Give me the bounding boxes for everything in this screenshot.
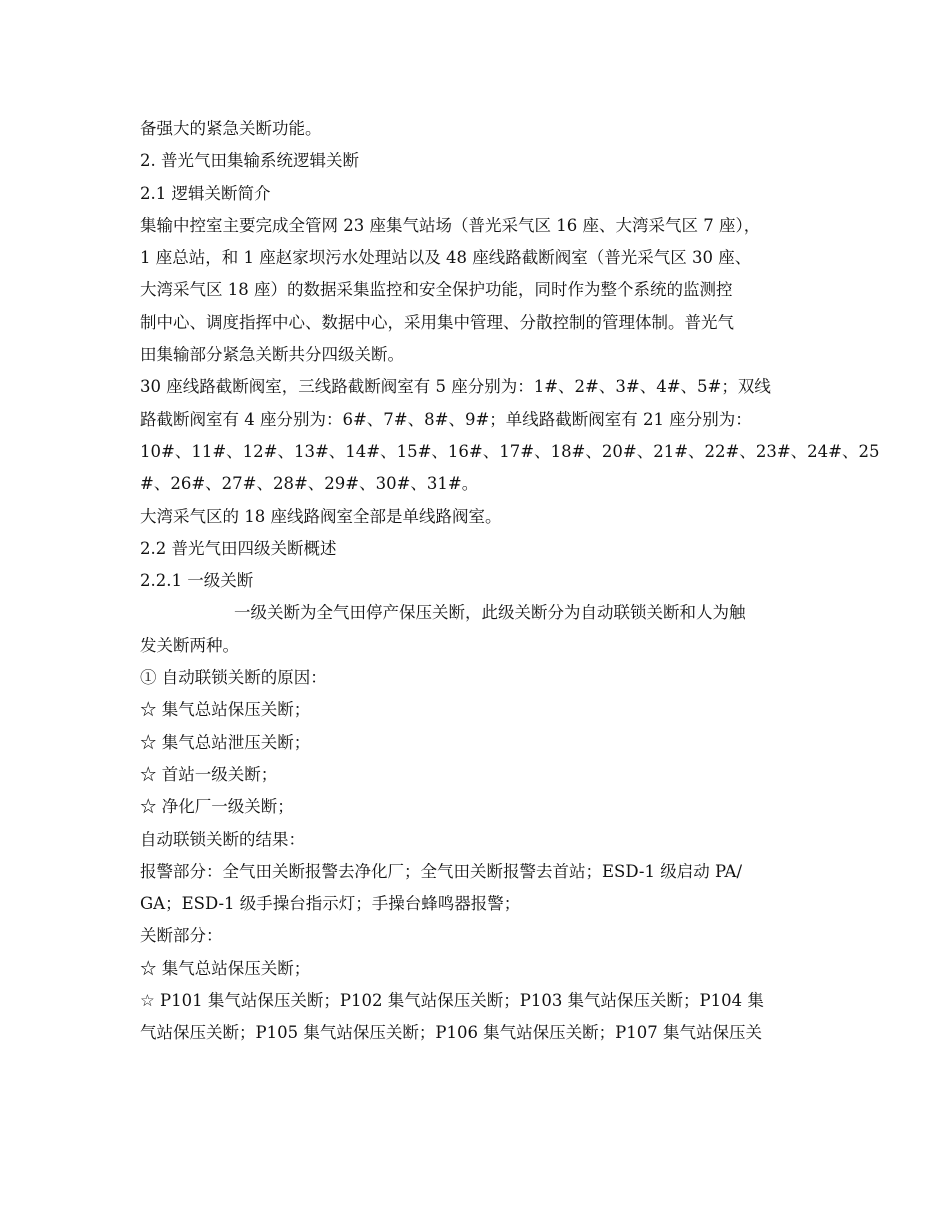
text-line: 集输中控室主要完成全管网 23 座集气站场（普光采气区 16 座、大湾采气区 7 座）， <box>140 215 761 235</box>
list-item: ☆ 集气总站泄压关断； <box>140 732 311 752</box>
subsection-heading: 2.2.1 一级关断 <box>140 571 254 591</box>
text-line: 路截断阀室有 4 座分别为：6#、7#、8#、9#；单线路截断阀室有 21 座分别为： <box>140 409 752 429</box>
text-line: 制中心、调度指挥中心、数据中心，采用集中管理、分散控制的管理体制。普光气 <box>140 312 734 332</box>
text-line: 30 座线路截断阀室，三线路截断阀室有 5 座分别为：1#、2#、3#、4#、5#；双线 <box>140 377 771 397</box>
text-line: GA；ESD-1 级手操台指示灯；手操台蜂鸣器报警； <box>140 894 521 914</box>
text-line: 发关断两种。 <box>140 635 239 655</box>
text-line: 田集输部分紧急关断共分四级关断。 <box>140 345 404 365</box>
document-body <box>140 113 880 1050</box>
section-heading: 2. 普光气田集输系统逻辑关断 <box>140 151 359 171</box>
subsection-heading: 2.1 逻辑关断简介 <box>140 183 271 203</box>
list-item: ☆ 首站一级关断； <box>140 764 278 784</box>
text-line: 大湾采气区 18 座）的数据采集监控和安全保护功能，同时作为整个系统的监测控 <box>140 280 733 300</box>
text-line: 关断部分： <box>140 926 223 946</box>
text-line: #、26#、27#、28#、29#、30#、31#。 <box>140 474 479 494</box>
list-item: ☆ 集气总站保压关断； <box>140 958 311 978</box>
text-line: 大湾采气区的 18 座线路阀室全部是单线路阀室。 <box>140 506 502 526</box>
text-line: 气站保压关断；P105 集气站保压关断；P106 集气站保压关断；P107 集气站保压关 <box>140 1023 763 1043</box>
text-line: 1 座总站，和 1 座赵家坝污水处理站以及 48 座线路截断阀室（普光采气区 30 座、 <box>140 248 752 268</box>
list-item: ☆ 集气总站保压关断； <box>140 700 311 720</box>
text-line: 备强大的紧急关断功能。 <box>140 119 322 138</box>
text-line: 自动联锁关断的结果： <box>140 829 305 849</box>
text-line: 10#、11#、12#、13#、14#、15#、16#、17#、18#、20#、21#、22#、23#、24#、25 <box>140 441 880 461</box>
list-item: ☆ P101 集气站保压关断；P102 集气站保压关断；P103 集气站保压关断；P104 集 <box>140 991 764 1011</box>
text-line-indented: 一级关断为全气田停产保压关断，此级关断分为自动联锁关断和人为触 <box>234 603 746 623</box>
list-heading: ① 自动联锁关断的原因： <box>140 668 327 688</box>
subsection-heading: 2.2 普光气田四级关断概述 <box>140 538 337 558</box>
text-line: 报警部分：全气田关断报警去净化厂；全气田关断报警去首站；ESD-1 级启动 PA/ <box>140 861 743 881</box>
list-item: ☆ 净化厂一级关断； <box>140 797 294 817</box>
